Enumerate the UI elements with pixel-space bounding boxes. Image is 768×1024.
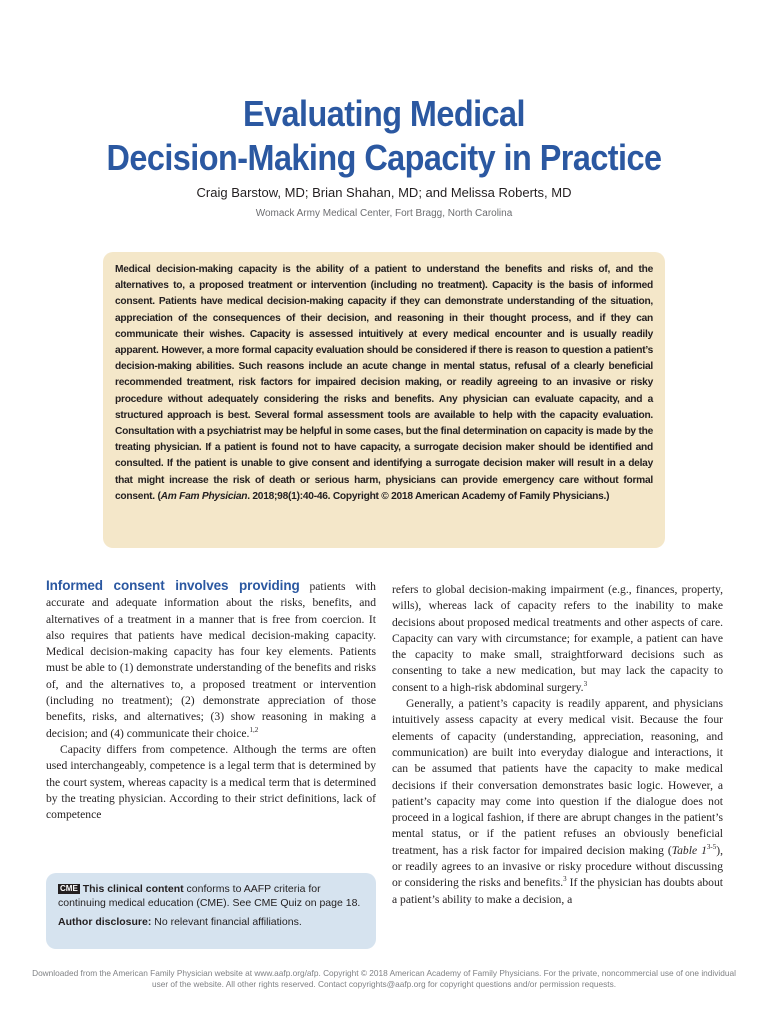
- cme-badge: CME: [60, 884, 78, 893]
- paragraph-text: If the physician has doubts about a patient’s ability to make a decision, a: [392, 876, 723, 906]
- body-paragraph: [46, 578, 376, 742]
- lead-in: Informed consent involves providing: [46, 578, 300, 593]
- title-line-2: Decision-Making Capacity in Practice: [106, 137, 662, 178]
- paragraph-text: Generally, a patient’s capacity is readily apparent, and physicians intuitively assess capacity at every medical visit. Because the four elements of capacity (understanding, appreciation, reasoning, and communication) are built into everyday dialogue and interactions, it can be assumed that patients have the capacity to make medical decisions if their conversation demonstrates basic logic. However, a patient’s capacity may come into question if the dialogue does not proceed in a logical fashion, if there are abrupt changes in the patient’s mental status, or if the patient refuses an obviously beneficial treatment, has a risk factor for impaired decision making (: [392, 697, 723, 857]
- paragraph-text: refers to global decision-making impairment (e.g., finances, property, wills), whereas lack of capacity refers to the inability to make decisions about proposed medical treatments and other aspects of care. Capacity can vary with circumstance; for example, a patient can have the capacity to make small, straightforward decisions such as consenting to take a new medication, but may lack the capacity to consent to a high-risk abdominal surgery.: [392, 583, 723, 694]
- copyright-footer: Downloaded from the American Family Physician website at www.aafp.org/afp. Copyright © 2018 American Academy of Family Physicians. For the private, noncommercial use of one individual user of the website. All other rights reserved. Contact copyrights@aafp.org for copyright questions and/or permission requests.: [32, 968, 736, 989]
- abstract-box: [103, 252, 665, 548]
- cme-text: conforms to AAFP criteria for continuing medical education (CME). See CME Quiz on page 18.: [58, 883, 361, 909]
- author-list: Craig Barstow, MD; Brian Shahan, MD; and Melissa Roberts, MD: [196, 185, 572, 200]
- abstract-body: Medical decision-making capacity is the ability of a patient to understand the benefits and risks of, and the alternatives to, a proposed treatment or intervention (including no treatment). Capacity is the basis of informed consent. Patients have medical decision-making capacity if they can demonstrate understanding of the situation, appreciation of the consequences of their decision, and reasoning in their thought process, and if they can communicate their wishes. Capacity is assessed intuitively at every medical encounter and is usually readily apparent. However, a more formal capacity evaluation should be considered if there is reason to question a patient’s decision-making abilities. Such reasons include an acute change in mental status, refusal of a clearly beneficial recommended treatment, risk factors for impaired decision making, or readily agreeing to an invasive or risky procedure without adequately considering the risks and benefits. Any physician can evaluate capacity, and a structured approach is best. Several formal assessment tools are available to help with the capacity evaluation. Consultation with a psychiatrist may be helpful in some cases, but the final determination on capacity is made by the treating physician. If a patient is found not to have capacity, a surrogate decision maker should be identified and consulted. If the patient is unable to give consent and identifying a surrogate decision maker will result in a delay that might increase the risk of death or serious harm, physicians can provide emergency care without formal consent. (: [115, 264, 653, 502]
- author-affiliation: Womack Army Medical Center, Fort Bragg, North Carolina: [255, 208, 513, 219]
- body-paragraph: Capacity differs from competence. Although the terms are often used interchangeably, competence is a legal term that is determined by the court system, whereas capacity is a medical term that is determined by the treating physician. According to their strict definitions, lack of competence: [46, 742, 376, 822]
- body-paragraph: [392, 696, 723, 908]
- reference-marker: 3-5: [706, 842, 717, 851]
- disclosure-label: Author disclosure:: [58, 916, 152, 928]
- cme-info-box: [46, 873, 376, 949]
- table-reference: Table 1: [671, 843, 707, 857]
- cme-bold-label: This clinical content: [82, 883, 184, 895]
- reference-marker: 3: [583, 679, 588, 688]
- author-disclosure: [58, 915, 364, 929]
- abstract-citation-journal: Am Fam Physician: [160, 490, 248, 502]
- reference-marker: 1,2: [249, 725, 259, 734]
- paragraph-text: patients with accurate and adequate information about the risks, benefits, and alternatives of a treatment in a manner that is free from coercion. It also requires that patients have medical decision-making capacity. Medical decision-making capacity has four key elements. Patients must be able to (1) demonstrate understanding of the benefits and risks of, and the alternatives to, a proposed treatment or intervention (including no treatment); (2) demonstrate appreciation of those benefits, risks, and alternatives; (3) show reasoning in making a decision; and (4) communicate their choice.: [46, 580, 376, 740]
- abstract-citation-rest: . 2018;98(1):40-46. Copyright © 2018 American Academy of Family Physicians.): [247, 490, 610, 502]
- disclosure-text: No relevant financial affiliations.: [151, 916, 302, 928]
- article-title: [38, 92, 729, 180]
- reference-marker: 3: [563, 875, 567, 884]
- cme-statement: [58, 882, 364, 910]
- abstract-text: [115, 262, 653, 505]
- body-column-right: [392, 582, 723, 908]
- body-column-left: [46, 578, 376, 823]
- title-line-1: Evaluating Medical: [243, 93, 525, 134]
- paragraph-text: ), or readily agrees to an invasive or risky procedure without discussing or considering the risks and benefits.: [392, 843, 724, 890]
- body-paragraph: [392, 582, 723, 696]
